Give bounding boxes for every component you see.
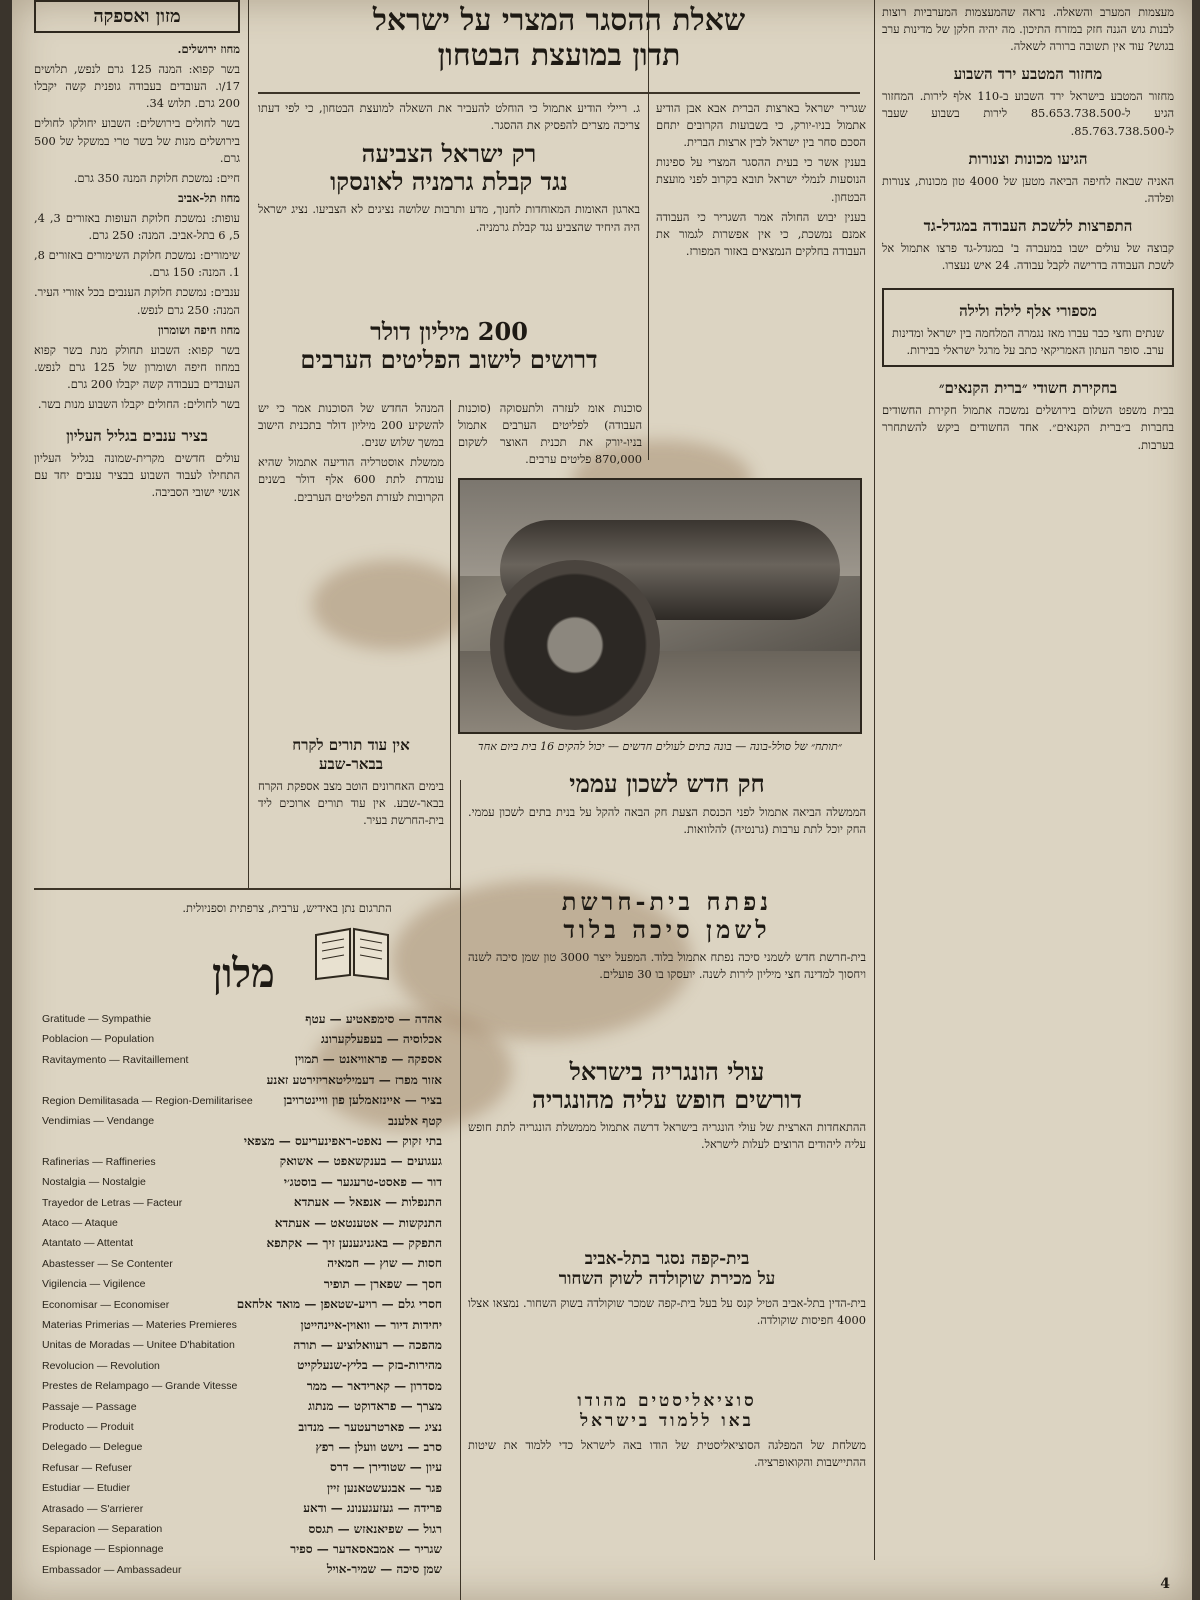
dictionary-entry xyxy=(42,1418,442,1436)
refugees-paragraph: ממשלת אוסטרליה הודיעה אתמול שהיא עומדת לתת 600 אלף דולר בשנים הקרובות לעזרת הפליטים הערבים. xyxy=(258,455,444,504)
thousand-nights-box xyxy=(882,288,1174,367)
dictionary-entry-hebrew: חסך — שפארן — תופיר xyxy=(323,1276,442,1291)
chocolate-body: בית-הדין בתל-אביב הטיל קנס על בעל בית-קפה שמכר שוקולדה בשוק השחור. נמצאו אצלו 4000 חפיסות שוקולדה. xyxy=(468,1296,866,1328)
dictionary-entry-hebrew: נציג — פארטרעטער — מנדוב xyxy=(298,1419,442,1434)
dictionary-entry-translation: Vigilencia — Vigilence xyxy=(42,1278,146,1291)
dictionary-entry xyxy=(42,1234,442,1252)
dictionary-entry-hebrew: בציר — איינזאמלען פון וויינטרויבן xyxy=(283,1093,442,1108)
socialists-body: משלחת של המפלגה הסוציאליסטית של הודו באה לישראל כדי ללמוד את שיטות ההתיישבות והקואופרציה. xyxy=(468,1438,866,1470)
germany-headline-1: רק ישראל הצביעה xyxy=(361,139,537,169)
machines-text: האניה שבאה לחיפה הביאה מטען של 4000 טון מכונות, צנורות ופלדה. xyxy=(882,173,1174,205)
lead-headline-1: שאלת ההסגר המצרי על ישראל xyxy=(372,3,746,38)
lead-paragraph: בענין יבוש החולה אמר השגריר כי העבודה אמנם נמשכת, כי אין אפשרות לגמור את העבודה בחלקים הנמצאים באזור המפורז. xyxy=(656,209,866,258)
dictionary-entry xyxy=(42,1010,442,1028)
refugees-body-a xyxy=(458,400,642,470)
kanaim-text: בבית משפט השלום בירושלים נמשכה אתמול חקירת החשודים בחברות ב״ברית הקנאים״. אחד החשודים ביקש להשתחרר בערבות. xyxy=(882,403,1174,452)
dictionary-entry xyxy=(42,1153,442,1171)
chocolate-headline-2: על מכירת שוקולדה לשוק השחור xyxy=(558,1268,776,1289)
dictionary-entry-translation: Rafinerias — Raffineries xyxy=(42,1155,156,1168)
book-icon xyxy=(312,925,392,981)
refugees-body-b xyxy=(258,400,444,730)
market-section: ענבים: נמשכת חלוקת הענבים בכל אזורי העיר. המנה: 250 גרם לנפש. xyxy=(34,285,240,317)
lubricant-headline-2: לשמן סיכה בלוד xyxy=(563,914,771,944)
market-section: בשר קפוא: השבוע תחולק מנת בשר קפוא במחוז חיפה ושומרון של 125 גרם לנפש. העובדים בעבודה קשה יקבלו 200 גרם. xyxy=(34,342,240,391)
socialists-headline-2: באו ללמוד בישראל xyxy=(580,1410,754,1431)
refugees-header xyxy=(258,318,640,408)
dictionary-entry xyxy=(42,1275,442,1293)
market-section: מחוז ירושלים. xyxy=(177,42,240,56)
dictionary-note: התרגום נתן באידיש, ערבית, צרפתית וספניולית. xyxy=(182,901,392,915)
dictionary-entry xyxy=(42,1479,442,1497)
dictionary-entry-hebrew: אכלוסיה — בעפעלקערונג xyxy=(320,1031,442,1046)
currency-heading: מחזור המטבע ירד השבוע xyxy=(953,65,1103,84)
market-section: עופות: נמשכת חלוקת העופות באזורים 3, 4, 5, 6 בתל-אביב. המנה: 250 גרם. xyxy=(34,210,240,243)
page-number: 4 xyxy=(1160,1576,1170,1592)
market-heading: מזון ואספקה xyxy=(34,0,240,33)
dictionary-entry-hebrew: בתי זקוק — נאפט-ראפינעריעס — מצפאי xyxy=(243,1133,442,1148)
dictionary-entry-translation: Nostalgia — Nostalgie xyxy=(42,1176,146,1189)
section-rule xyxy=(34,888,460,890)
lead-article-body xyxy=(656,100,866,460)
dictionary-entry-hebrew: עיון — שטודירן — דרס xyxy=(330,1460,442,1475)
dictionary-entry-translation: Ataco — Ataque xyxy=(42,1217,118,1229)
beersheba-article xyxy=(258,730,444,880)
dictionary-entry xyxy=(42,1051,442,1069)
dictionary-entry-translation: Revolucion — Revolution xyxy=(42,1359,160,1372)
dictionary-entry xyxy=(42,1194,442,1212)
dictionary-entry-hebrew: יחידות דיור — וואוין-איינהייטן xyxy=(300,1317,442,1332)
market-column xyxy=(34,0,240,890)
lead-headline-2: תדון במועצת הבטחון xyxy=(437,37,681,73)
dictionary-entry-translation: Gratitude — Sympathie xyxy=(42,1013,152,1025)
dictionary-entry-hebrew: התנקשות — אטענטאט — אעתדא xyxy=(274,1215,442,1230)
lubricant-article xyxy=(468,888,866,1048)
newspaper-page xyxy=(12,0,1192,1600)
dictionary-entry xyxy=(42,1561,442,1579)
dictionary-entry-hebrew: אספקה — פראוויאנט — תמוין xyxy=(294,1052,442,1067)
dictionary-entry-hebrew: פרידה — געזעגענונג — ודאע xyxy=(303,1501,442,1516)
dictionary-entry xyxy=(42,1336,442,1354)
dictionary-entry-translation: Delegado — Delegue xyxy=(42,1441,143,1454)
dictionary-entry-hebrew: רגול — שפיאנאזש — תגסס xyxy=(308,1521,442,1536)
kanaim-heading: בחקירת חשודי ״ברית הקנאים״ xyxy=(938,379,1118,398)
dictionary-entry-hebrew: התפקק — באגניגענען זיך — אקתפא xyxy=(266,1235,442,1250)
market-body xyxy=(34,41,240,413)
housing-headline: חק חדש לשכון עממי xyxy=(569,770,765,798)
dictionary-entry-translation: Atrasado — S'arrierer xyxy=(42,1502,144,1515)
machines-heading: הגיעו מכונות וצנורות xyxy=(968,149,1088,168)
dictionary-entry-translation: Trayedor de Letras — Facteur xyxy=(42,1196,183,1209)
beersheba-body: בימים האחרונים הוטב מצב אספקת הקרח בבאר-שבע. אין עוד תורים ארוכים ליד בית-החרשת בעיר. xyxy=(258,779,444,828)
dictionary-entry xyxy=(42,1214,442,1232)
refugees-headline-1: 200 מיליון דולר xyxy=(370,318,528,346)
galilee-heading: בציר ענבים בגליל העליון xyxy=(66,427,208,446)
housing-body: הממשלה הביאה אתמול לפני הכנסת הצעת חק הבאה להקל על בנית בתים לשכון עממי. החק יוכל לתת ערבות (גרנטיה) להלוואות. xyxy=(468,804,866,836)
socialists-article xyxy=(468,1392,866,1592)
galilee-text: עולים חדשים מקרית-שמונה בגליל העליון התחילו לעבוד השבוע בבציר ענבים יחד עם אנשי ישובי הסביבה. xyxy=(34,451,240,500)
dictionary-entry-translation: Estudiar — Etudier xyxy=(42,1482,131,1495)
column-rule xyxy=(874,0,875,1560)
dictionary-entry-translation: Refusar — Refuser xyxy=(42,1461,132,1474)
dictionary-entry-translation: Prestes de Relampago — Grande Vitesse xyxy=(42,1380,238,1393)
dictionary-entry-hebrew: שמן סיכה — שמיר-אויל xyxy=(326,1562,442,1577)
dictionary-entry-hebrew: קטף אלענב xyxy=(388,1113,442,1128)
thousand-nights-text: שנתים וחצי כבר עברו מאז נגמרה המלחמה בין ישראל ומדינות ערב. סופר העתון האמריקאי כתב על מרגל ישראלי בבירות. xyxy=(892,326,1164,358)
germany-headline-2: נגד קבלת גרמניה לאונסקו xyxy=(330,166,568,196)
lead-paragraph: בענין אשר כי בעית ההסגר המצרי על ספינות הנוסעות לנמלי ישראל תובא בקרוב לפני מועצת הבטחון. xyxy=(656,155,866,204)
market-section: חיים: נמשכת חלוקת המנה 350 גרם. xyxy=(73,170,240,185)
dictionary-entry xyxy=(42,1092,442,1110)
migdal-gad-text: קבוצה של עולים ישבו במעברה ב' במגדל-גד פרצו אתמול אל לשכת העבודה בדרישה לקבל עבודה. 24 איש נעצרו. xyxy=(882,240,1174,272)
hungary-body: ההתאחדות הארצית של עולי הונגריה בישראל דרשה אתמול מממשלת הונגריה לתת חופש עליה ליהודים הרוצים לעלות לישראל. xyxy=(468,1120,866,1152)
dictionary-entry-hebrew: מצרך — פראדוקט — מנתוג xyxy=(308,1399,442,1414)
dictionary-entry xyxy=(42,1459,442,1477)
dictionary-entry xyxy=(42,1316,442,1334)
dictionary-entry-hebrew: חסות — שוץ — חמאיה xyxy=(327,1256,442,1271)
lubricant-headline-1: נפתח בית-חרשת xyxy=(561,888,773,916)
construction-photo xyxy=(458,478,862,734)
dictionary-entry-hebrew: מהירות-בזק — בליץ-שנעלקייט xyxy=(297,1358,442,1373)
western-powers-text: מעצמות המערב והשאלה. נראה שהמעצמות המערביות רוצות לבנות גוש הגנה חזק במזרח התיכון. מה יהיה חלקן של מדינות ערב בגוש? עוד אין תשובה ברורה לשאלה. xyxy=(882,5,1174,54)
dictionary-entry-translation: Region Demilitasada — Region-Demilitarisee xyxy=(42,1094,253,1107)
dictionary-entry xyxy=(42,1520,442,1538)
hungary-headline-1: עולי הונגריה בישראל xyxy=(569,1058,765,1086)
market-section: בשר לחולים בירושלים: השבוע יחולקו לחולים בירושלים מנות של בשר טרי במשקל של 500 גרם. xyxy=(34,116,240,165)
refugees-headline-2: דרושים לישוב הפליטים הערבים xyxy=(300,344,598,374)
migdal-gad-heading: התפרצות ללשכת העבודה במגדל-גד xyxy=(923,216,1133,235)
beersheba-heading: אין עוד תורים לקרח בבאר-שבע xyxy=(292,736,410,773)
dictionary-entry-hebrew: סרב — נישט וועלן — רפץ xyxy=(315,1439,442,1454)
dictionary-entry-translation: Ravitaymento — Ravitaillement xyxy=(42,1053,189,1066)
dictionary-entry-hebrew: שגריר — אמבאסאדער — ספיר xyxy=(290,1541,442,1556)
germany-body: בארגון האומות המאוחדות לחנוך, מדע ותרבות שלושה נציגים לא הצביעו. נציג ישראל היה היחיד שהצביע נגד קבלת גרמניה. xyxy=(258,202,640,234)
market-section: בשר לחולים: החולים יקבלו השבוע מנות בשר. xyxy=(37,397,240,412)
dictionary-entry xyxy=(42,1112,442,1130)
hungary-headline-2: דורשים חופש עליה מהונגריה xyxy=(532,1084,802,1114)
dictionary-entry-translation: Materias Primerias — Materies Premieres xyxy=(42,1319,237,1331)
dictionary-entry xyxy=(42,1357,442,1375)
column-rule xyxy=(460,780,461,1600)
right-column xyxy=(882,0,1174,1560)
market-section: מחוז תל-אביב xyxy=(178,190,240,205)
dictionary-entry-translation: Abastesser — Se Contenter xyxy=(42,1257,173,1270)
market-section: שימורים: נמשכת חלוקת השימורים באזורים 8, 1. המנה: 150 גרם. xyxy=(34,248,240,280)
dictionary-entry xyxy=(42,1540,442,1558)
dictionary-entry xyxy=(42,1132,442,1150)
dictionary-entry xyxy=(42,1296,442,1314)
column-rule xyxy=(248,0,249,890)
dictionary-entry-hebrew: אהדה — סימפאטיע — עטף xyxy=(305,1011,442,1026)
dictionary-entry-translation: Atantato — Attentat xyxy=(42,1237,134,1250)
dictionary-entry-hebrew: געגועים — בענקשאפט — אשואק xyxy=(279,1154,442,1169)
dictionary-entry-translation: Economisar — Economiser xyxy=(42,1298,170,1311)
dictionary-entry-translation: Poblacion — Population xyxy=(42,1033,155,1046)
chocolate-headline-1: בית-קפה נסגר בתל-אביב xyxy=(584,1250,750,1269)
column-rule xyxy=(450,400,451,890)
socialists-headline-1: סוציאליסטים מהודו xyxy=(577,1392,757,1411)
dictionary-entry-translation: Espionage — Espionnage xyxy=(42,1543,164,1556)
dictionary-entry-translation: Unitas de Moradas — Unitee D'habitation xyxy=(42,1339,235,1352)
dictionary-entry-translation: Passaje — Passage xyxy=(42,1400,137,1413)
germany-article xyxy=(258,100,640,310)
dictionary-entry-hebrew: דור — פאסט-טרעגער — בוסטג׳י xyxy=(283,1174,442,1189)
dictionary-entry-hebrew: אזור מפרז — דעמיליטאריזירטע זאנע xyxy=(266,1072,442,1087)
thousand-nights-heading: מספורי אלף לילה ולילה xyxy=(959,302,1097,321)
lead-paragraph: שגריר ישראל בארצות הברית אבא אבן הודיע אתמול בניו-יורק, כי בשבועות הקרובים יתחם הסכם סחר בין ישראל לבין ארצות הברית. xyxy=(656,101,866,150)
lead-intro: ג. ריילי הודיע אתמול כי הוחלט להעביר את השאלה למועצת הבטחון, כי לפי דעתו צריכה מצרים להפסיק את ההסגר. xyxy=(258,101,640,133)
dictionary-entry xyxy=(42,1255,442,1273)
dictionary-entry-hebrew: מסדרון — קארידאר — ממר xyxy=(306,1378,442,1393)
dictionary-entry xyxy=(42,1438,442,1456)
dictionary-entry-translation: Separacion — Separation xyxy=(42,1523,163,1535)
dictionary-title: מלון xyxy=(212,950,275,997)
dictionary-entry xyxy=(42,1398,442,1416)
dictionary-entry xyxy=(42,1030,442,1048)
dictionary-entry-translation: Producto — Produit xyxy=(42,1421,134,1433)
market-section: בשר קפוא: המנה 125 גרם לנפש, תלושים 17/ו. העובדים בעבודה גופנית קשה יקבלו 200 גרם. תלוש 34. xyxy=(34,62,240,111)
dictionary-entry-hebrew: פגר — אבגעשטאנען זיין xyxy=(326,1480,442,1495)
refugees-paragraph: המנהל החדש של הסוכנות אמר כי יש להשקיע 200 מיליון דולר בתכנית הישוב במשך שלוש שנים. xyxy=(258,401,444,450)
photo-caption: ״תותח״ של סולל-בונה — בונה בתים לעולים חדשים — יכול להקים 16 בית ביום אחד xyxy=(478,740,842,753)
chocolate-article xyxy=(468,1250,866,1390)
market-section: מחוז חיפה ושומרון xyxy=(157,322,240,337)
dictionary-entry xyxy=(42,1377,442,1395)
dictionary-entry-hebrew: מהפכה — רעוואלוציע — תורה xyxy=(293,1337,442,1352)
dictionary-entry xyxy=(42,1071,442,1089)
dictionary-entry-hebrew: התנפלות — אנפאל — אעתדא xyxy=(293,1195,442,1210)
dictionary-entry-translation: Vendimias — Vendange xyxy=(42,1115,155,1127)
lubricant-body: בית-חרשת חדש לשמני סיכה נפתח אתמול בלוד. המפעל ייצר 3000 טון שמן סיכה לשנה ויחסוך למדינה חצי מיליון לירות לשנה. יועסקו בו 30 פועלים. xyxy=(468,950,866,982)
section-rule xyxy=(258,92,860,94)
dictionary-entry-translation: Embassador — Ambassadeur xyxy=(42,1563,182,1576)
dictionary-entry xyxy=(42,1173,442,1191)
currency-text: מחזור המטבע בישראל ירד השבוע ב-110 אלף לירות. המחזור הגיע ל-85.653.738.500 לירות בשבוע שעבר ל-85.763.738.500. xyxy=(882,89,1174,138)
dictionary-entry-hebrew: חסרי גלם — רויע-שטאפן — מואד אלחאם xyxy=(236,1297,442,1312)
dictionary-entry xyxy=(42,1500,442,1518)
housing-article xyxy=(468,770,866,880)
hungary-article xyxy=(468,1058,866,1248)
refugees-paragraph: סוכנות אומ לעזרה ולתעסוקה (סוכנות העבודה) לפליטים הערבים אתמול בניו-יורק את תכנית האוצר לשקום 870,000 פליטים ערבים. xyxy=(458,401,642,467)
